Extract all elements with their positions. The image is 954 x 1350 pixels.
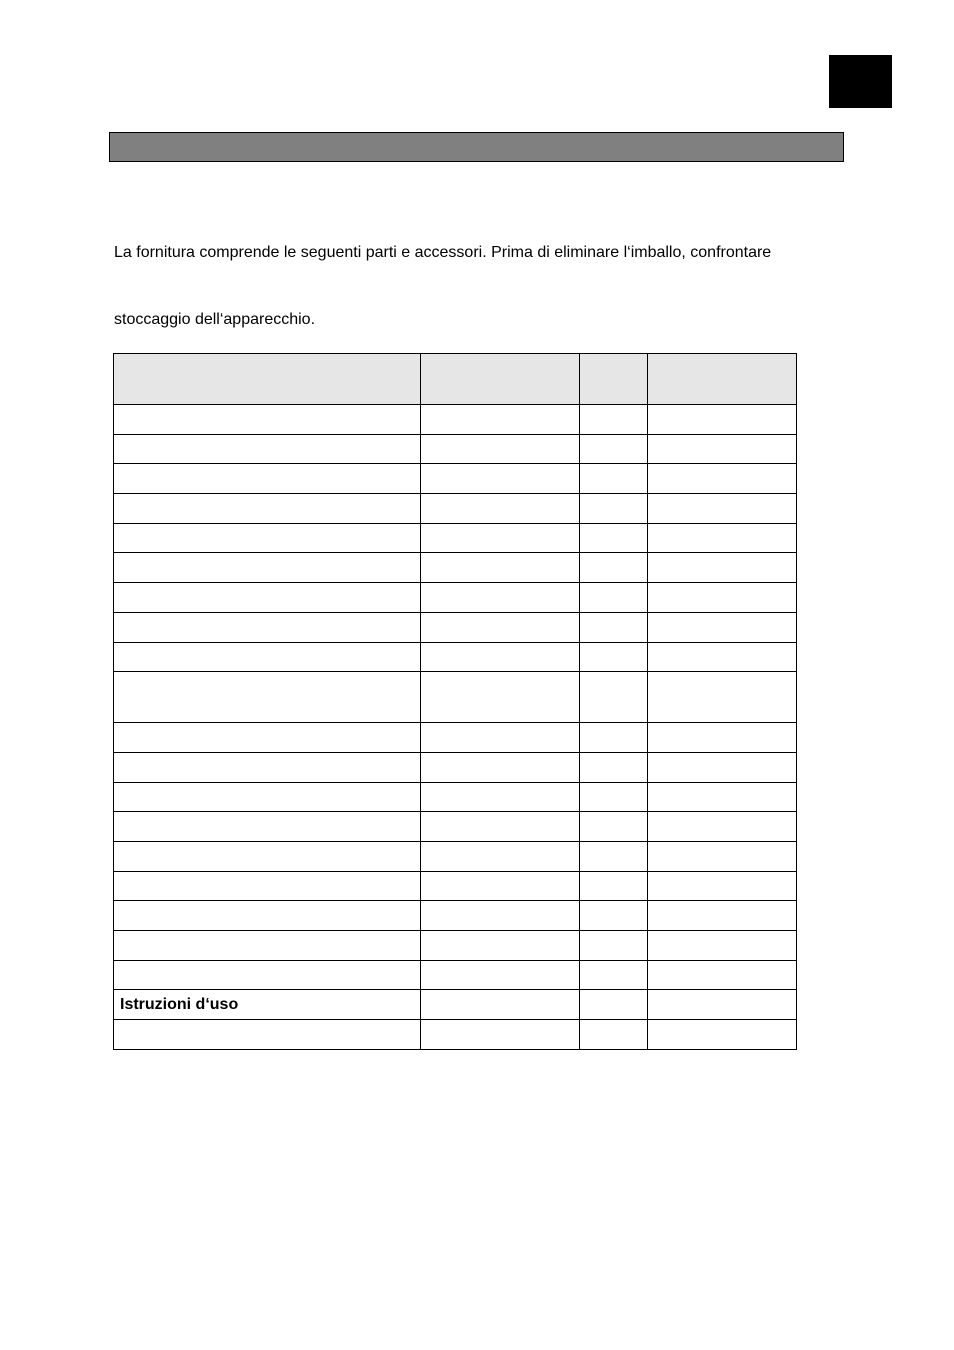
- table-row: [114, 523, 797, 553]
- table-cell: [648, 405, 797, 435]
- table-cell: [421, 464, 580, 494]
- table-cell: [648, 672, 797, 723]
- table-header-row: [114, 354, 797, 405]
- table-cell: [648, 1020, 797, 1050]
- table-cell: [648, 812, 797, 842]
- table-cell: [421, 782, 580, 812]
- table-cell: [580, 612, 648, 642]
- table-row: [114, 960, 797, 990]
- table-cell: [648, 583, 797, 613]
- table-cell: [421, 405, 580, 435]
- table-row: [114, 990, 797, 1020]
- table-cell: [114, 464, 421, 494]
- table-cell: [580, 434, 648, 464]
- table-cell: [421, 434, 580, 464]
- table-row: [114, 871, 797, 901]
- table-row: [114, 752, 797, 782]
- table-cell: [580, 782, 648, 812]
- table-cell: [648, 723, 797, 753]
- table-row: [114, 612, 797, 642]
- table-cell: [580, 901, 648, 931]
- table-cell: [648, 901, 797, 931]
- table-cell: [648, 752, 797, 782]
- table-header-cell: [114, 354, 421, 405]
- table-cell: [114, 523, 421, 553]
- table-cell: [580, 960, 648, 990]
- table-row: [114, 464, 797, 494]
- table-cell: [648, 494, 797, 524]
- intro-text-line-2: stoccaggio dell‘apparecchio.: [114, 311, 316, 328]
- table-cell: [580, 812, 648, 842]
- table-cell: [114, 434, 421, 464]
- table-cell: [421, 612, 580, 642]
- table-cell: [648, 523, 797, 553]
- table-cell: [114, 494, 421, 524]
- table-cell: [421, 960, 580, 990]
- table-row: [114, 723, 797, 753]
- table-cell: [580, 1020, 648, 1050]
- table-cell: [114, 583, 421, 613]
- table-cell: [648, 931, 797, 961]
- table-cell: [421, 494, 580, 524]
- table-cell: [421, 723, 580, 753]
- table-cell: [580, 841, 648, 871]
- table-row: [114, 812, 797, 842]
- table-cell: [421, 553, 580, 583]
- table-header-cell: [421, 354, 580, 405]
- table-row: [114, 1020, 797, 1050]
- table-row: [114, 672, 797, 723]
- table-cell: [114, 553, 421, 583]
- table-cell: [648, 642, 797, 672]
- table-cell: [114, 812, 421, 842]
- intro-text-line-1: La fornitura comprende le seguenti parti e accessori. Prima di eliminare l‘imballo, confrontare: [114, 244, 772, 261]
- table-cell: [114, 871, 421, 901]
- table-cell: [648, 960, 797, 990]
- table-cell: [114, 672, 421, 723]
- manual-item-label: Istruzioni d‘uso: [114, 990, 421, 1020]
- table-cell: [648, 841, 797, 871]
- table-cell: [580, 871, 648, 901]
- table-cell: [421, 672, 580, 723]
- table-cell: [648, 990, 797, 1020]
- table-cell: [648, 782, 797, 812]
- table-header-cell: [648, 354, 797, 405]
- table-cell: [114, 960, 421, 990]
- table-cell: [421, 752, 580, 782]
- table-cell: [580, 553, 648, 583]
- table-row: [114, 841, 797, 871]
- table-row: [114, 901, 797, 931]
- table-row: [114, 583, 797, 613]
- table-cell: [114, 723, 421, 753]
- parts-table: [113, 353, 797, 1050]
- table-cell: [421, 1020, 580, 1050]
- table-cell: [580, 464, 648, 494]
- table-row: [114, 553, 797, 583]
- table-cell: [648, 553, 797, 583]
- table-cell: [580, 723, 648, 753]
- table-cell: [114, 612, 421, 642]
- table-cell: [580, 931, 648, 961]
- table-cell: [421, 990, 580, 1020]
- table-row: [114, 494, 797, 524]
- table-cell: [421, 931, 580, 961]
- table-cell: [421, 901, 580, 931]
- table-cell: [421, 812, 580, 842]
- table-cell: [580, 494, 648, 524]
- table-cell: [421, 841, 580, 871]
- table-cell: [421, 583, 580, 613]
- table-cell: [114, 752, 421, 782]
- table-cell: [580, 642, 648, 672]
- table-cell: [421, 523, 580, 553]
- table-row: [114, 931, 797, 961]
- table-row: [114, 782, 797, 812]
- section-header-bar: [109, 132, 844, 162]
- table-cell: [114, 405, 421, 435]
- table-row: [114, 434, 797, 464]
- table-cell: [114, 901, 421, 931]
- table-cell: [114, 841, 421, 871]
- table-cell: [580, 405, 648, 435]
- table-cell: [648, 612, 797, 642]
- page-corner-marker: [829, 55, 892, 108]
- table-cell: [114, 931, 421, 961]
- table-row: [114, 405, 797, 435]
- table-cell: [421, 642, 580, 672]
- table-cell: [114, 1020, 421, 1050]
- table-cell: [580, 672, 648, 723]
- table-row: [114, 642, 797, 672]
- table-cell: [648, 464, 797, 494]
- table-cell: [580, 752, 648, 782]
- table-cell: [580, 990, 648, 1020]
- table-cell: [580, 523, 648, 553]
- table-cell: [580, 583, 648, 613]
- table-cell: [648, 434, 797, 464]
- table-cell: [114, 782, 421, 812]
- table-cell: [421, 871, 580, 901]
- table-header-cell: [580, 354, 648, 405]
- table-cell: [114, 642, 421, 672]
- table-cell: [648, 871, 797, 901]
